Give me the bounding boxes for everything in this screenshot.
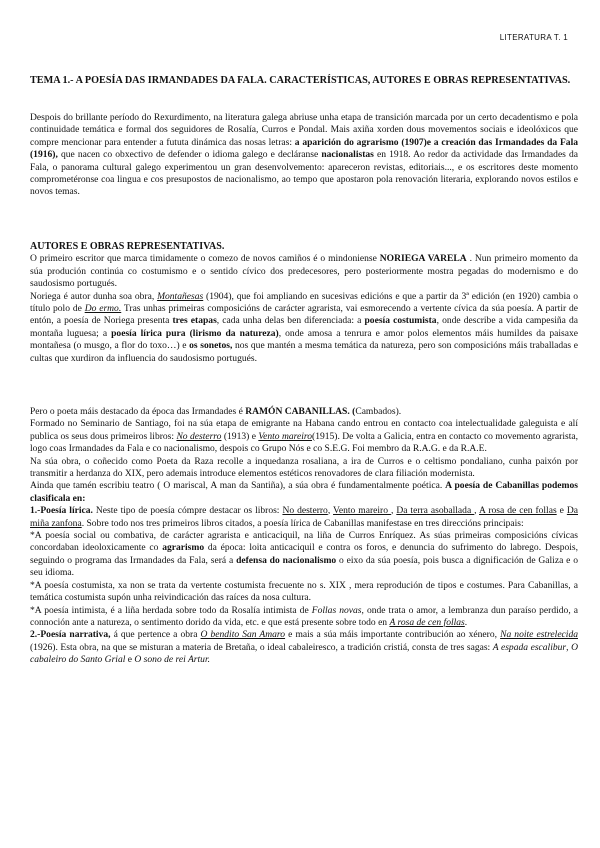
lirica-social: *A poesía social ou combativa, de carácter agrarista e anticaciquil, na liña de Curros Enríquez. As súas primeiras composicións cívicas concordaban ideoloxicamente co agrarismo da época: loita anticaciquil e contra os foros, e denuncia do sufrimento do labrego. Despois, seguindo o programa das Irmandades da Fala, será a defensa do nacionalismo o eixo da súa poesía, pois busca a dignificación de Galiza e o seu idioma. — [30, 530, 579, 579]
page-header: LITERATURA T. 1 — [499, 33, 568, 42]
noriega-works-paragraph: Noriega é autor dunha soa obra, Montañesas (1904), que foi ampliando en sucesivas edicións e que a partir da 3ª edición (en 1920) cambia o título polo de Do ermo. Tras unhas primeiras composicións de carácter agrarista, vai esmorecendo a vertente cívica da súa poesía. A partir de entón, a poesía de Noriega presenta tres etapas, cada unha delas ben diferenciada: a poesía costumista, onde describe a vida campesiña da montaña luguesa; a poesía lírica pura (lirismo da natureza), onde amosa a tenrura e amor polos elementos máis humildes da paisaxe montañesa (o musgo, a flor do toxo…) e os sonetos, nos que mantén a mesma temática da natureza, pero son composicións máis traballadas e cultas que xurdiron da influencia do saudosismo portugués. — [30, 290, 579, 364]
narrativa-paragraph: 2.-Poesía narrativa, á que pertence a obra O bendito San Amaro e mais a súa máis importante contribución ao xénero, Na noite estrelecida (1926). Esta obra, na que se misturan a materia de Bretaña, o ideal cabaleiresco, a tradición cristiá, consta de tres sagas: A espada escalibur, O cabaleiro do Santo Grial e O sono de rei Artur. — [30, 629, 578, 666]
intro-paragraph: Despois do brillante período do Rexurdimento, na literatura galega abriuse unha etapa de transición marcada por un certo decadentismo e pola continuidade temática e formal dos seguidores de Rosalía, Curros e Pondal. Mais axiña xorden dous movementos sociais e ideolóxicos que compre mencionar para entender a fututa dinámica das nosas letras: a aparición do agrarismo (1907)e a creación das Irmandades da Fala (1916), que nacen co obxectivo de defender o idioma galego e decláranse nacionalistas en 1918. Ao redor da actividade das Irmandades da Fala, o panorama cultural galego experimentou un gran desenvolvemento: apareceron revistas, editoriais..., e os escritores deste momento comprometéronse coa lingua e cos presupostos de nacionalismo, ao tempo que apostaron pola renovación literaria, explorando novos estilos e novos temas. — [30, 112, 579, 198]
cabanillas-section — [30, 406, 578, 667]
lirica-paragraph: 1.-Poesía lírica. Neste tipo de poesía cómpre destacar os libros: No desterro, Vento mareiro , Da terra asoballada , A rosa de cen follas e Da miña zanfona. Sobre todo nos tres primeiros libros citados, a poesía lírica de Cabanillas manifestase en tres direccións principais: — [30, 505, 578, 529]
cabanillas-bio: Formado no Seminario de Santiago, foi na súa etapa de emigrante na Habana cando entrou en contacto coa intelectualidade galeguista e alí publica os seus dous primeiros libros: No desterro (1913) e Vento mareiro(1915). De volta a Galicia, entra en contacto co movemento agrarista, logo coas Irmandades da Fala e co nacionalismo, despois co Grupo Nós e co S.E.G. Foi membro da R.A.G. e da R.A.E. — [30, 418, 578, 455]
cabanillas-classification: Ainda que tamén escribiu teatro ( O mariscal, A man da Santiña), a súa obra é fundamentalmente poética. A poesía de Cabanillas podemos clasificala en: — [30, 480, 578, 504]
noriega-paragraph: O primeiro escritor que marca timidamente o comezo de novos camiños é o mindoniense NORIEGA VARELA . Nun primeiro momento da súa produción continúa co costumismo e o sentido cívico dos predecesores, pero posteriormente mostra pegadas do modernismo e do saudosismo portugués. — [30, 253, 578, 290]
cabanillas-intro: Pero o poeta máis destacado da época das Irmandades é RAMÓN CABANILLAS. (Cambados). — [30, 406, 402, 417]
lirica-intimista: *A poesía intimista, é a liña herdada sobre todo da Rosalía intimista de Follas novas, onde trata o amor, a lembranza dun paraíso perdido, a connoción ante a natureza, o sentimento dorido da vida, etc. e que está presente sobre todo en A rosa de cen follas. — [30, 604, 578, 628]
section-heading: AUTORES E OBRAS REPRESENTATIVAS. — [30, 241, 225, 252]
cabanillas-work: Na súa obra, o coñecido como Poeta da Raza recolle a inquedanza rosaliana, a ira de Curros e o celtismo pondaliano, cunha paixón por transmitir a herdanza do XIX, pero ademais introduce elementos estéticos renovadores de clara filiación modernista. — [30, 455, 578, 480]
document-title: TEMA 1.- A POESÍA DAS IRMANDADES DA FALA. CARACTERÍSTICAS, AUTORES E OBRAS REPRESENTATIVAS. — [30, 75, 571, 86]
authors-section — [30, 241, 578, 365]
lirica-costumista: *A poesía costumista, xa non se trata da vertente costumista frecuente no s. XIX , mera reprodución de tipos e costumes. Para Cabanillas, a temática costumista supón unha reivindicación das raíces da nosa cultura. — [30, 579, 578, 604]
